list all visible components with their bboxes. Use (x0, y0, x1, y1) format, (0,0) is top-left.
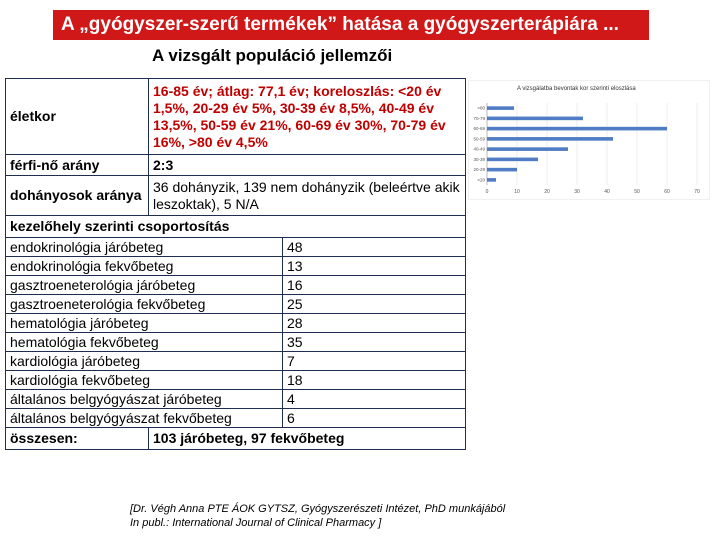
category-label: 30-39 (473, 156, 485, 162)
sex-ratio-label: férfi-nő arány (6, 155, 149, 176)
department-count: 25 (283, 295, 466, 314)
table-row (6, 409, 466, 428)
x-tick-label: 20 (544, 189, 550, 195)
x-tick-label: 60 (664, 189, 670, 195)
category-label: 50-59 (473, 136, 485, 142)
bar (487, 147, 568, 151)
department-name: endokrinológia fekvőbeteg (6, 257, 283, 276)
age-row (6, 79, 466, 155)
category-label: >80 (477, 105, 485, 111)
bar (487, 168, 517, 172)
table-row (6, 390, 466, 409)
department-name: kardiológia járóbeteg (6, 352, 283, 371)
department-name: kardiológia fekvőbeteg (6, 371, 283, 390)
department-count: 28 (283, 314, 466, 333)
age-label: életkor (6, 79, 149, 155)
total-label: összesen: (6, 428, 149, 450)
smoking-row (6, 176, 466, 216)
category-label: 40-49 (473, 146, 485, 152)
table-row (6, 295, 466, 314)
grouping-header-row (6, 216, 466, 238)
table-row (6, 276, 466, 295)
table-row (6, 238, 466, 257)
smoking-label: dohányosok aránya (6, 176, 149, 216)
table-row (6, 314, 466, 333)
department-name: általános belgyógyászat járóbeteg (6, 390, 283, 409)
category-label: 20-29 (473, 167, 485, 173)
department-count: 48 (283, 238, 466, 257)
total-row (6, 428, 466, 450)
table-title: A vizsgált populáció jellemzői (152, 46, 393, 65)
x-tick-label: 30 (574, 189, 580, 195)
department-count: 13 (283, 257, 466, 276)
department-count: 35 (283, 333, 466, 352)
bar (487, 137, 613, 141)
department-count: 4 (283, 390, 466, 409)
department-count: 6 (283, 409, 466, 428)
table-row (6, 371, 466, 390)
x-tick-label: 50 (634, 189, 640, 195)
department-count: 18 (283, 371, 466, 390)
grouping-header: kezelőhely szerinti csoportosítás (6, 216, 466, 238)
department-count: 16 (283, 276, 466, 295)
x-tick-label: 70 (694, 189, 700, 195)
citation-line-1: [Dr. Végh Anna PTE ÁOK GYTSZ, Gyógyszerészeti Intézet, PhD munkájából (130, 503, 506, 515)
bar (487, 117, 583, 121)
population-table (5, 78, 466, 450)
table-row (6, 333, 466, 352)
category-label: 70-79 (473, 115, 485, 121)
bar (487, 106, 514, 110)
department-name: gasztroeneterológia fekvőbeteg (6, 295, 283, 314)
department-name: általános belgyógyászat fekvőbeteg (6, 409, 283, 428)
table-row (6, 257, 466, 276)
bar (487, 127, 667, 131)
department-name: hematológia fekvőbeteg (6, 333, 283, 352)
chart-svg (469, 81, 709, 199)
x-tick-label: 40 (604, 189, 610, 195)
category-label: <20 (477, 177, 485, 183)
department-count: 7 (283, 352, 466, 371)
age-value: 16-85 év; átlag: 77,1 év; koreloszlás: <20 év 1,5%, 20-29 év 5%, 30-39 év 8,5%, 40-49 év 13,5%, 50-59 év 21%, 60-69 év 30%, 70-79 év 16%, >80 év 4,5% (149, 79, 466, 155)
x-tick-label: 0 (485, 189, 489, 195)
department-name: hematológia járóbeteg (6, 314, 283, 333)
smoking-value: 36 dohányzik, 139 nem dohányzik (beleértve akik leszoktak), 5 N/A (149, 176, 466, 216)
sex-ratio-value: 2:3 (149, 155, 466, 176)
department-name: gasztroeneterológia járóbeteg (6, 276, 283, 295)
chart-title: A vizsgálatba bevontak kor szerinti eloszlása (517, 86, 636, 92)
table-row (6, 352, 466, 371)
age-distribution-chart (468, 80, 710, 200)
slide-title: A „gyógyszer-szerű termékek” hatása a gyógyszerterápiára ... (53, 10, 649, 40)
x-tick-label: 10 (514, 189, 520, 195)
sex-ratio-row (6, 155, 466, 176)
department-name: endokrinológia járóbeteg (6, 238, 283, 257)
bar (487, 158, 538, 162)
category-label: 60-69 (473, 126, 485, 132)
bar (487, 178, 496, 182)
citation-line-2: In publ.: International Journal of Clinical Pharmacy ] (130, 517, 382, 529)
citation (130, 502, 505, 530)
total-value: 103 járóbeteg, 97 fekvőbeteg (149, 428, 466, 450)
department-rows (6, 238, 466, 428)
